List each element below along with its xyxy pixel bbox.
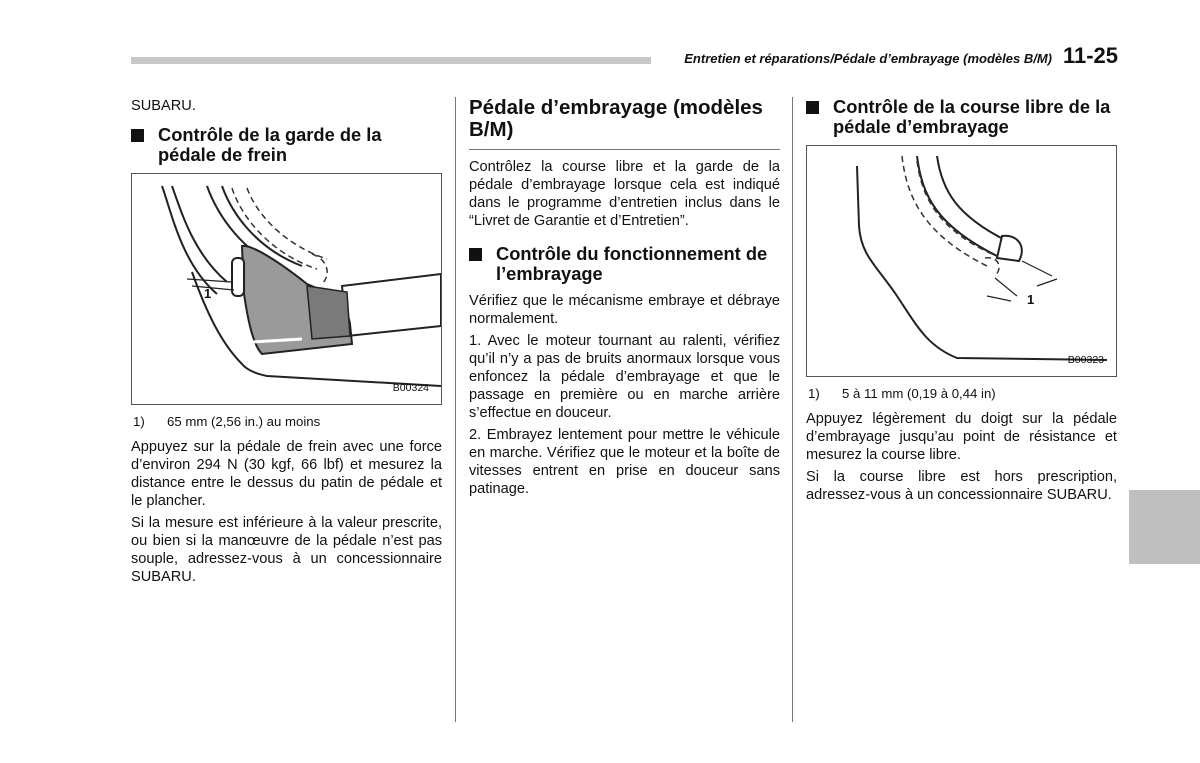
figure-callout-1: 1 — [204, 286, 212, 301]
chapter-tab — [1129, 490, 1200, 564]
paragraph: Appuyez sur la pédale de frein avec une force d’environ 294 N (30 kgf, 66 lbf) et mesurez la distance entre le dessus du patin de pédale et le plancher. — [131, 439, 442, 509]
header-title: Entretien et réparations/Pédale d’embrayage (modèles B/M) — [684, 51, 1052, 66]
paragraph: 1. Avec le moteur tournant au ralenti, vérifiez qu’il n’y a pas de bruits anormaux lorsque vous enfoncez la pédale d’embrayage et que le passage en première ou en marche arrière s’effectue en douceur. — [469, 333, 780, 421]
figure-caption — [131, 413, 442, 430]
column-divider — [455, 97, 456, 722]
column-divider — [792, 97, 793, 722]
section-heading-brake — [131, 125, 442, 165]
heading-text: Contrôle du fonctionnement de l’embrayage — [496, 243, 768, 284]
heading-text: Contrôle de la garde de la pédale de frein — [158, 124, 382, 165]
column-right — [806, 97, 1117, 508]
brake-pedal-illustration — [132, 174, 441, 404]
section-heading-freeplay — [806, 97, 1117, 137]
heading-square-icon — [806, 101, 819, 114]
heading-text: Contrôle de la course libre de la pédale d’embrayage — [833, 96, 1111, 137]
caption-text: 65 mm (2,56 in.) au moins — [167, 414, 321, 429]
column-left — [131, 97, 442, 590]
caption-text: 5 à 11 mm (0,19 à 0,44 in) — [842, 386, 996, 401]
paragraph: Contrôlez la course libre et la garde de la pédale d’embrayage lorsque cela est indiqué dans le programme d’entretien inclus dans le “Livret de Garantie et d’Entretien”. — [469, 159, 780, 229]
section-heading-operation — [469, 244, 780, 284]
heading-rule — [469, 149, 780, 150]
caption-number: 1) — [808, 386, 820, 401]
clutch-pedal-figure — [806, 145, 1117, 377]
heading-square-icon — [469, 248, 482, 261]
clutch-pedal-illustration — [807, 146, 1116, 376]
heading-square-icon — [131, 129, 144, 142]
paragraph: Si la course libre est hors prescription, adressez-vous à un concessionnaire SUBARU. — [806, 469, 1117, 503]
figure-code: B00324 — [392, 382, 429, 394]
figure-caption — [806, 385, 1117, 402]
brake-pedal-figure — [131, 173, 442, 405]
page-number: 11-25 — [1062, 43, 1118, 68]
section-heading-clutch: Pédale d’embrayage (modèles B/M) — [469, 96, 763, 141]
paragraph: Vérifiez que le mécanisme embraye et débraye normalement. — [469, 293, 780, 327]
paragraph: 2. Embrayez lentement pour mettre le véhicule en marche. Vérifiez que le moteur et la boîte de vitesses entrent en prise en douceur sans patinage. — [469, 427, 780, 497]
paragraph: Appuyez légèrement du doigt sur la pédale d’embrayage jusqu’au point de résistance et mesurez la course libre. — [806, 411, 1117, 463]
header-rule — [131, 57, 651, 64]
intro-text: SUBARU. — [131, 98, 196, 114]
paragraph: Si la mesure est inférieure à la valeur prescrite, ou bien si la manœuvre de la pédale n’est pas souple, adressez-vous à un concessionnaire SUBARU. — [131, 515, 442, 585]
figure-callout-1: 1 — [1027, 292, 1035, 307]
caption-number: 1) — [133, 414, 145, 429]
column-middle — [469, 97, 780, 502]
figure-code: B00323 — [1067, 354, 1104, 366]
